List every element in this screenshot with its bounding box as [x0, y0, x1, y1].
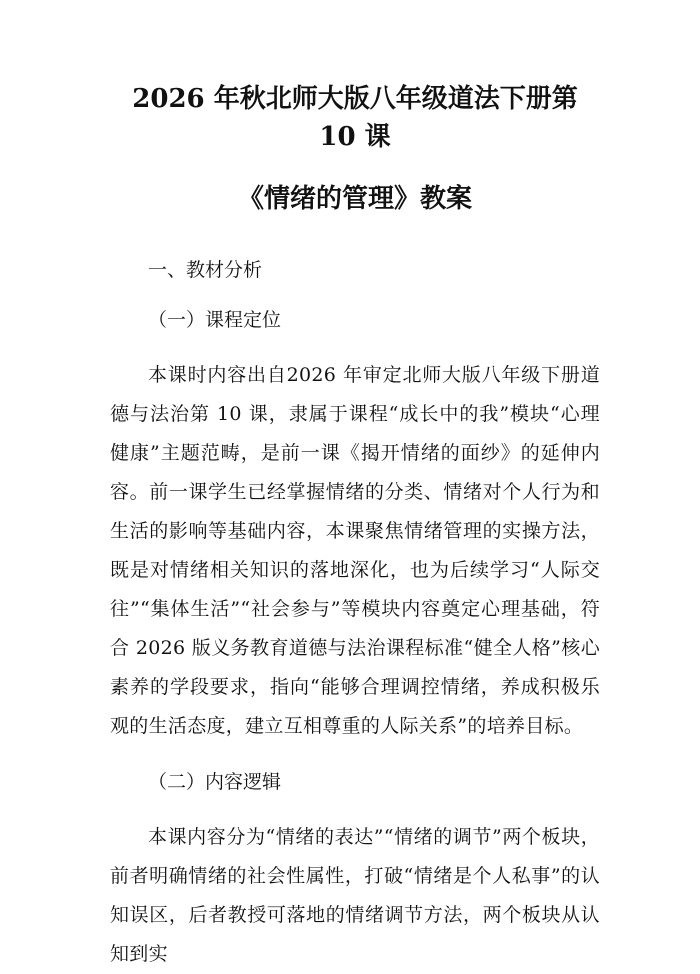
- document-title-line-1: 2026 年秋北师大版八年级道法下册第 10 课: [132, 84, 578, 152]
- document-title-line-2: 《情绪的管理》教案: [237, 184, 472, 214]
- subsection-heading-content-logic: （二）内容逻辑: [148, 771, 282, 793]
- paragraph-content-logic: 本课内容分为“情绪的表达”“情绪的调节”两个板块，前者明确情绪的社会性属性，打破“情绪是个人私事”的认知误区，后者教授可落地的情绪调节方法，两个板块从认知到实: [110, 826, 600, 965]
- paragraph-course-positioning: 本课时内容出自2026 年审定北师大版八年级下册道德与法治第 10 课，隶属于课程“成长中的我”模块“心理健康”主题范畴，是前一课《揭开情绪的面纱》的延伸内容。前一课学生已经掌握情绪的分类、情绪对个人行为和生活的影响等基础内容，本课聚焦情绪管理的实操方法，既是对情绪相关知识的落地深化，也为后续学习“人际交往”“集体生活”“社会参与”等模块内容奠定心理基础，符合 2026 版义务教育道德与法治课程标准“健全人格”核心素养的学段要求，指向“能够合理调控情绪，养成积极乐观的生活态度，建立互相尊重的人际关系”的培养目标。: [110, 364, 600, 737]
- section-heading-textbook-analysis: 一、教材分析: [148, 259, 263, 281]
- subsection-heading-course-positioning: （一）课程定位: [148, 309, 282, 331]
